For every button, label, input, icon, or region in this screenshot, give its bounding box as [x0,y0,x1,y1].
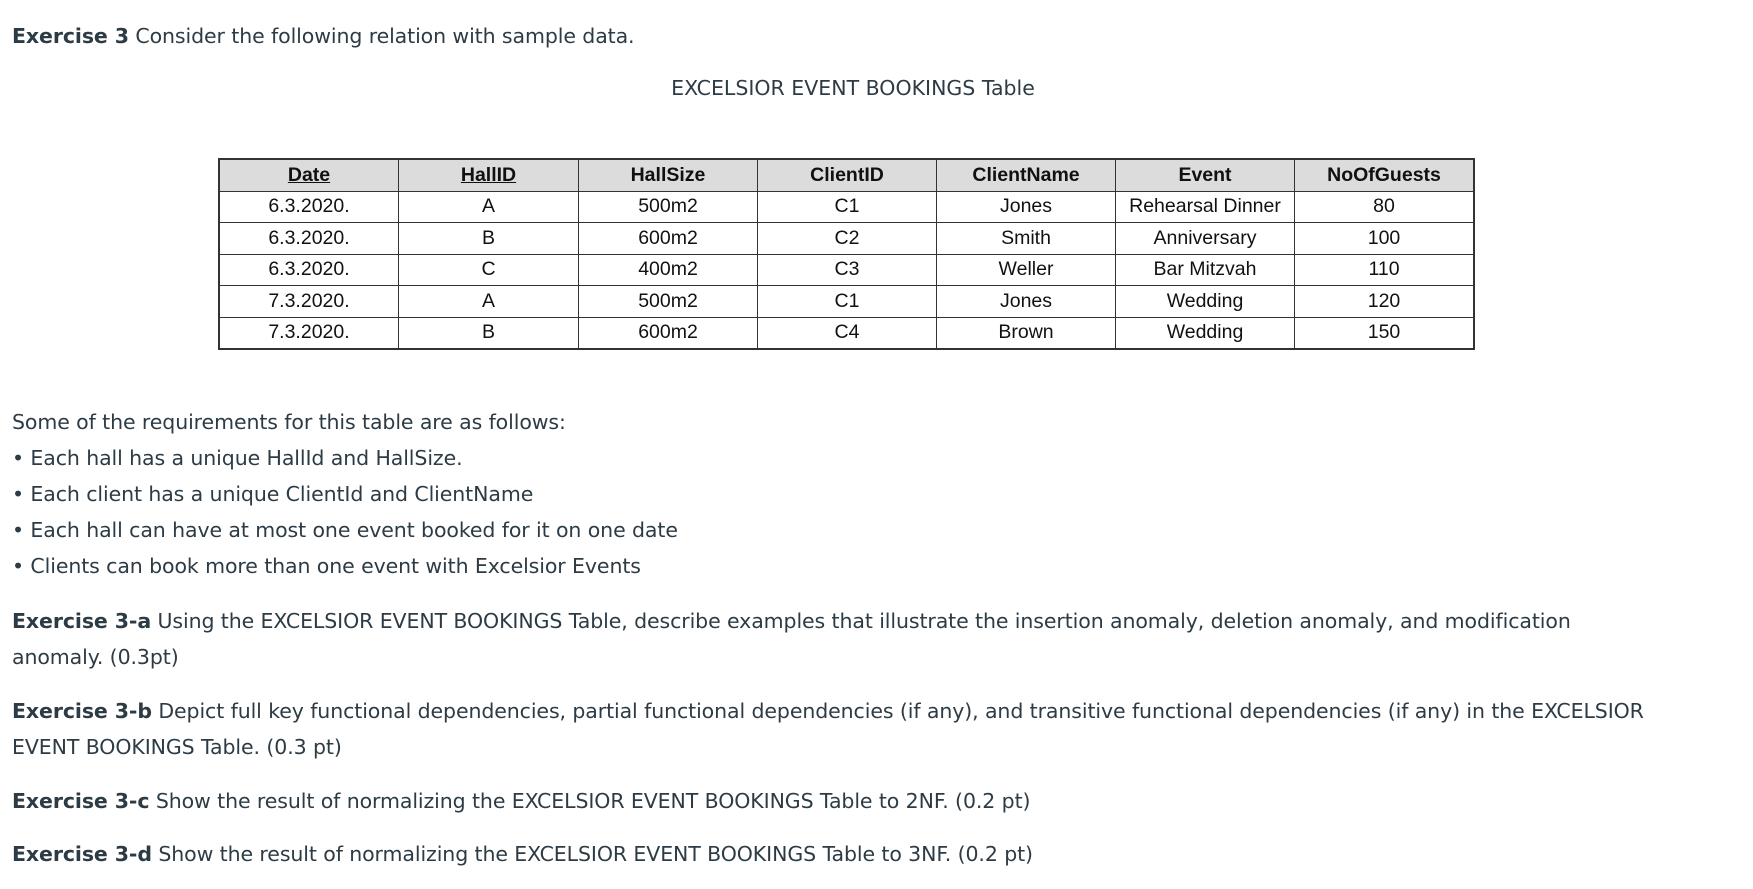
exercise-3a-continued: anomaly. (0.3pt) [12,645,179,669]
requirement-item: • Each client has a unique ClientId and ClientName [12,482,534,506]
exercise-3a-text: Using the EXCELSIOR EVENT BOOKINGS Table, describe examples that illustrate the insertion anomaly, deletion anomaly, and modification [157,609,1571,633]
cell-hallsize: 500m2 [579,191,758,223]
cell-noofguests: 110 [1295,254,1475,286]
cell-clientname: Weller [937,254,1116,286]
cell-date: 6.3.2020. [219,191,399,223]
exercise-3a-label: Exercise 3-a [12,609,152,633]
cell-clientname: Smith [937,223,1116,255]
exercise-3d [12,836,1033,872]
header-noofguests: NoOfGuests [1295,159,1475,191]
exercise-3a [12,603,1571,639]
cell-clientname: Jones [937,286,1116,318]
header-clientname: ClientName [937,159,1116,191]
exercise-3-intro [12,18,634,54]
exercise-3-text: Consider the following relation with sample data. [135,24,635,48]
cell-event: Rehearsal Dinner [1116,191,1295,223]
cell-clientname: Brown [937,317,1116,349]
requirement-item: • Clients can book more than one event with Excelsior Events [12,554,641,578]
cell-date: 7.3.2020. [219,317,399,349]
requirement-item: • Each hall has a unique HallId and HallSize. [12,446,463,470]
table-header-row [219,159,1474,191]
bookings-table [218,158,1475,350]
cell-clientid: C3 [758,254,937,286]
cell-date: 6.3.2020. [219,223,399,255]
exercise-3d-text: Show the result of normalizing the EXCELSIOR EVENT BOOKINGS Table to 3NF. (0.2 pt) [158,842,1033,866]
cell-noofguests: 80 [1295,191,1475,223]
header-clientid: ClientID [758,159,937,191]
header-hallsize: HallSize [579,159,758,191]
cell-hallsize: 500m2 [579,286,758,318]
cell-noofguests: 120 [1295,286,1475,318]
cell-hallid: C [399,254,579,286]
cell-noofguests: 100 [1295,223,1475,255]
cell-hallsize: 600m2 [579,317,758,349]
table-row [219,254,1474,286]
requirement-item: • Each hall can have at most one event booked for it on one date [12,518,678,542]
exercise-3-label: Exercise 3 [12,24,129,48]
cell-hallsize: 600m2 [579,223,758,255]
cell-clientid: C4 [758,317,937,349]
exercise-3c-label: Exercise 3-c [12,789,150,813]
cell-date: 7.3.2020. [219,286,399,318]
exercise-3b [12,693,1644,729]
cell-event: Wedding [1116,286,1295,318]
cell-hallid: B [399,317,579,349]
cell-event: Wedding [1116,317,1295,349]
header-hallid: HallID [399,159,579,191]
bookings-table-container [218,158,1475,350]
cell-date: 6.3.2020. [219,254,399,286]
exercise-3c-text: Show the result of normalizing the EXCELSIOR EVENT BOOKINGS Table to 2NF. (0.2 pt) [155,789,1031,813]
exercise-3b-continued: EVENT BOOKINGS Table. (0.3 pt) [12,735,342,759]
cell-hallsize: 400m2 [579,254,758,286]
cell-hallid: A [399,191,579,223]
cell-noofguests: 150 [1295,317,1475,349]
cell-event: Bar Mitzvah [1116,254,1295,286]
exercise-3c [12,783,1030,819]
header-event: Event [1116,159,1295,191]
cell-clientid: C2 [758,223,937,255]
table-row [219,223,1474,255]
cell-clientid: C1 [758,286,937,318]
cell-clientname: Jones [937,191,1116,223]
exercise-3d-label: Exercise 3-d [12,842,152,866]
header-date: Date [219,159,399,191]
cell-hallid: B [399,223,579,255]
table-caption: EXCELSIOR EVENT BOOKINGS Table [671,76,1035,100]
cell-event: Anniversary [1116,223,1295,255]
cell-clientid: C1 [758,191,937,223]
exercise-3b-label: Exercise 3-b [12,699,152,723]
table-row [219,317,1474,349]
requirements-intro: Some of the requirements for this table are as follows: [12,410,566,434]
table-row [219,191,1474,223]
exercise-3b-text: Depict full key functional dependencies, partial functional dependencies (if any), and transitive functional dependencies (if any) in the EXCELSIOR [158,699,1644,723]
table-row [219,286,1474,318]
cell-hallid: A [399,286,579,318]
